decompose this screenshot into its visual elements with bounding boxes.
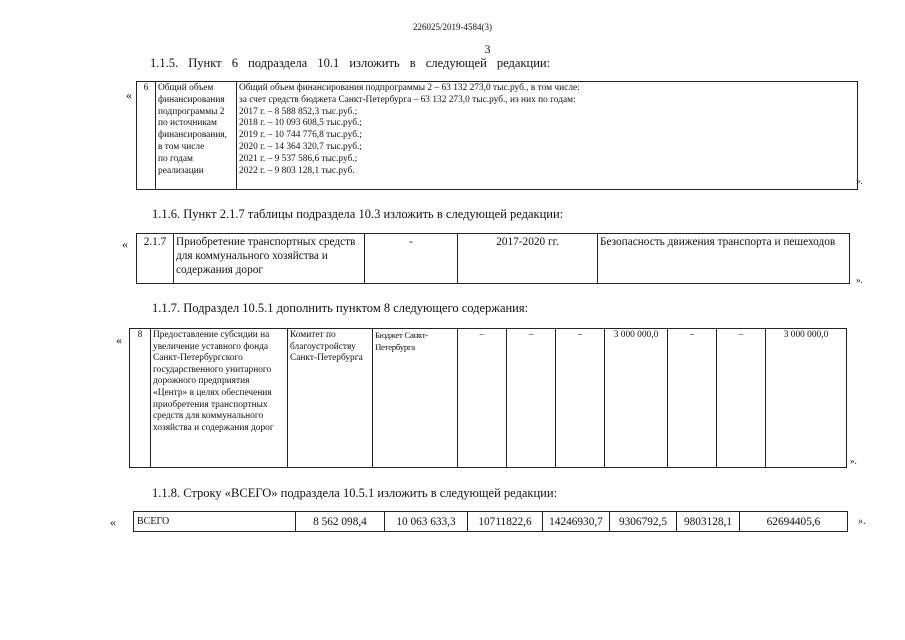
year-value: –: [507, 329, 556, 468]
label-line: по годам: [158, 153, 193, 164]
row-number: 6: [137, 82, 156, 190]
label-line: подпрограммы 2: [158, 106, 225, 117]
label-line: Общий объем: [158, 83, 214, 93]
section-116-heading: 1.1.6. Пункт 2.1.7 таблицы подраздела 10.3 изложить в следующей редакции:: [152, 207, 564, 221]
document-id: 226025/2019-4584(3): [413, 22, 492, 32]
measure-table: [136, 233, 850, 284]
text-line: 2019 г. – 10 744 776,8 тыс.руб.;: [239, 130, 362, 141]
year-value: –: [668, 329, 717, 468]
text-line: 2020 г. – 14 364 320,7 тыс.руб.;: [239, 141, 362, 152]
year-total: 10 063 633,3: [385, 512, 468, 532]
label-line: по источникам: [158, 118, 217, 129]
label-line: финансирования: [158, 94, 225, 105]
open-quote: «: [110, 515, 116, 529]
subsidy-table: [129, 328, 847, 468]
year-value: –: [717, 329, 766, 468]
year-total: 9306792,5: [610, 512, 677, 532]
total-value: 3 000 000,0: [766, 329, 847, 468]
year-value: –: [556, 329, 605, 468]
row-number: 8: [130, 329, 151, 468]
row-number: 2.1.7: [137, 234, 174, 284]
label-line: финансирования,: [158, 130, 227, 141]
section-117-heading: 1.1.7. Подраздел 10.5.1 дополнить пунктом 8 следующего содержания:: [152, 301, 529, 315]
label-line: реализации: [158, 165, 204, 176]
text-line: 2018 г. – 10 093 608,5 тыс.руб.;: [239, 118, 362, 129]
page-number: 3: [484, 42, 491, 56]
text-line: Общий объем финансирования подпрограммы 2 – 63 132 273,0 тыс.руб., в том числе:: [239, 83, 580, 93]
text-line: 2017 г. – 8 588 852,3 тыс.руб.;: [239, 106, 358, 117]
measure-dash: -: [365, 234, 458, 284]
funding-text: [237, 82, 858, 190]
close-quote: ».: [856, 275, 863, 285]
total-label: ВСЕГО: [134, 512, 296, 532]
total-table: [133, 511, 848, 532]
year-total: 10711822,6: [468, 512, 543, 532]
text-line: 2022 г. – 9 803 128,1 тыс.руб.: [239, 165, 355, 176]
subsidy-name: Предоставление субсидии на увеличение уставного фонда Санкт-Петербургского государственного унитарного дорожного предприятия «Центр» в целях обеспечения приобретения транспортных средств для коммунального хозяйства и содержания дорог: [151, 329, 288, 468]
measure-period: 2017-2020 гг.: [458, 234, 598, 284]
section-118-heading: 1.1.8. Строку «ВСЕГО» подраздела 10.5.1 изложить в следующей редакции:: [152, 486, 558, 500]
text-line: 2021 г. – 9 537 586,6 тыс.руб.;: [239, 153, 358, 164]
subsidy-executor: Комитет по благоустройству Санкт-Петербурга: [288, 329, 373, 468]
year-total: 14246930,7: [543, 512, 610, 532]
label-line: в том числе: [158, 141, 205, 152]
year-value: 3 000 000,0: [605, 329, 668, 468]
open-quote: «: [122, 237, 128, 251]
section-115-heading: 1.1.5. Пункт 6 подраздела 10.1 изложить в следующей редакции:: [150, 56, 551, 70]
open-quote: «: [116, 333, 122, 347]
grand-total: 62694405,6: [740, 512, 848, 532]
open-quote: «: [126, 88, 132, 102]
close-quote: ».: [850, 456, 857, 466]
subsidy-source: Бюджет Санкт-Петербурга: [373, 329, 458, 468]
text-line: за счет средств бюджета Санкт-Петербурга – 63 132 273,0 тыс.руб., из них по годам:: [239, 94, 576, 105]
year-total: 9803128,1: [677, 512, 740, 532]
close-quote: ».: [856, 176, 863, 186]
funding-label: [156, 82, 237, 190]
close-quote: ».: [858, 516, 866, 527]
funding-table: [136, 81, 858, 190]
year-total: 8 562 098,4: [296, 512, 385, 532]
year-value: –: [458, 329, 507, 468]
measure-result: Безопасность движения транспорта и пешеходов: [598, 234, 850, 284]
measure-name: Приобретение транспортных средств для коммунального хозяйства и содержания дорог: [174, 234, 365, 284]
